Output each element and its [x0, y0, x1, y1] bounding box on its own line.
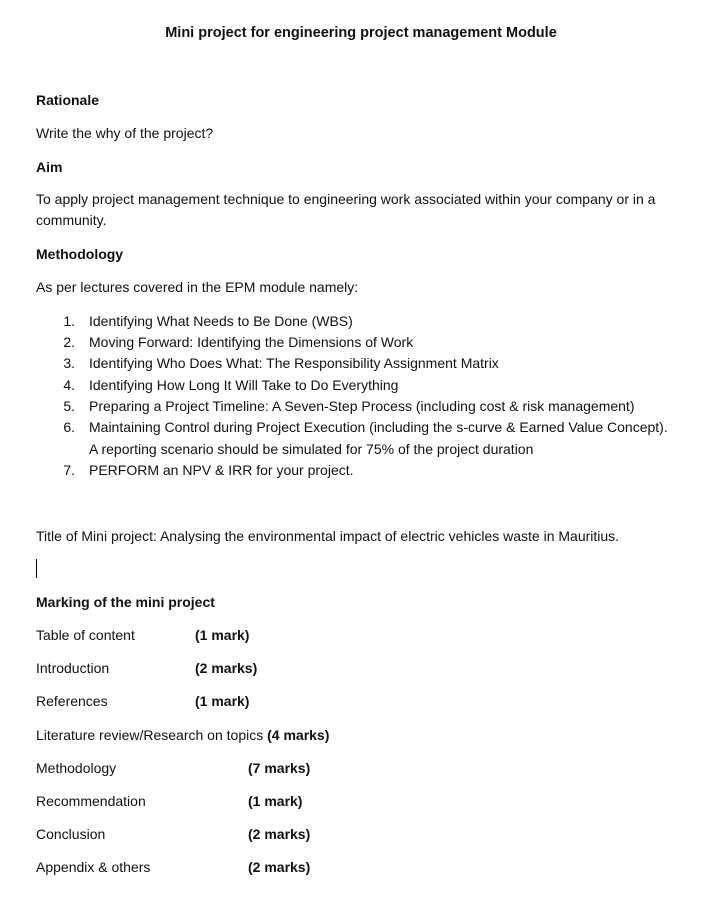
marking-marks: (2 marks): [248, 826, 311, 842]
marking-label: Appendix & others: [36, 859, 151, 875]
list-text: Maintaining Control during Project Execution (including the s-curve & Earned Value Concept).: [89, 419, 668, 435]
marking-label: Conclusion: [36, 826, 106, 842]
document-title: Mini project for engineering project management Module: [165, 25, 557, 41]
project-title: Title of Mini project: Analysing the environmental impact of electric vehicles waste in Mauritius.: [36, 528, 620, 544]
marking-marks: (1 mark): [248, 793, 303, 809]
list-number: 3.: [63, 355, 75, 371]
marking-marks: (1 mark): [195, 693, 250, 709]
list-number: 6.: [63, 419, 75, 435]
marking-label: [36, 726, 329, 744]
methodology-heading: Methodology: [36, 246, 124, 262]
marking-label: Table of content: [36, 627, 135, 643]
marking-label: Introduction: [36, 660, 110, 676]
list-text: Preparing a Project Timeline: A Seven-Step Process (including cost & risk management): [89, 398, 635, 414]
list-text: Identifying How Long It Will Take to Do Everything: [89, 377, 399, 393]
marking-label-text: Literature review/Research on topics: [36, 727, 264, 743]
methodology-intro: As per lectures covered in the EPM module namely:: [36, 279, 359, 295]
marking-label: Recommendation: [36, 793, 146, 809]
list-number: 5.: [63, 398, 75, 414]
rationale-heading: Rationale: [36, 92, 100, 108]
list-text: Identifying Who Does What: The Responsibility Assignment Matrix: [89, 355, 499, 371]
marking-label: Methodology: [36, 760, 117, 776]
list-number: 4.: [63, 377, 75, 393]
list-text-continuation: A reporting scenario should be simulated for 75% of the project duration: [89, 441, 534, 457]
marking-label: References: [36, 693, 108, 709]
aim-text: To apply project management technique to engineering work associated within your company or in a community.: [36, 191, 656, 228]
list-text: Identifying What Needs to Be Done (WBS): [89, 313, 353, 329]
marking-marks: (2 marks): [248, 859, 311, 875]
rationale-text: Write the why of the project?: [36, 125, 214, 141]
list-number: 1.: [63, 313, 75, 329]
marking-marks: (2 marks): [195, 660, 258, 676]
marking-marks: (1 mark): [195, 627, 250, 643]
text-cursor: [36, 559, 37, 578]
marking-marks: (4 marks): [267, 727, 330, 743]
list-text: Moving Forward: Identifying the Dimensions of Work: [89, 334, 414, 350]
list-text: PERFORM an NPV & IRR for your project.: [89, 462, 354, 478]
marking-heading: Marking of the mini project: [36, 594, 215, 610]
list-number: 7.: [63, 462, 75, 478]
aim-heading: Aim: [36, 159, 63, 175]
list-number: 2.: [63, 334, 75, 350]
marking-marks: (7 marks): [248, 760, 311, 776]
